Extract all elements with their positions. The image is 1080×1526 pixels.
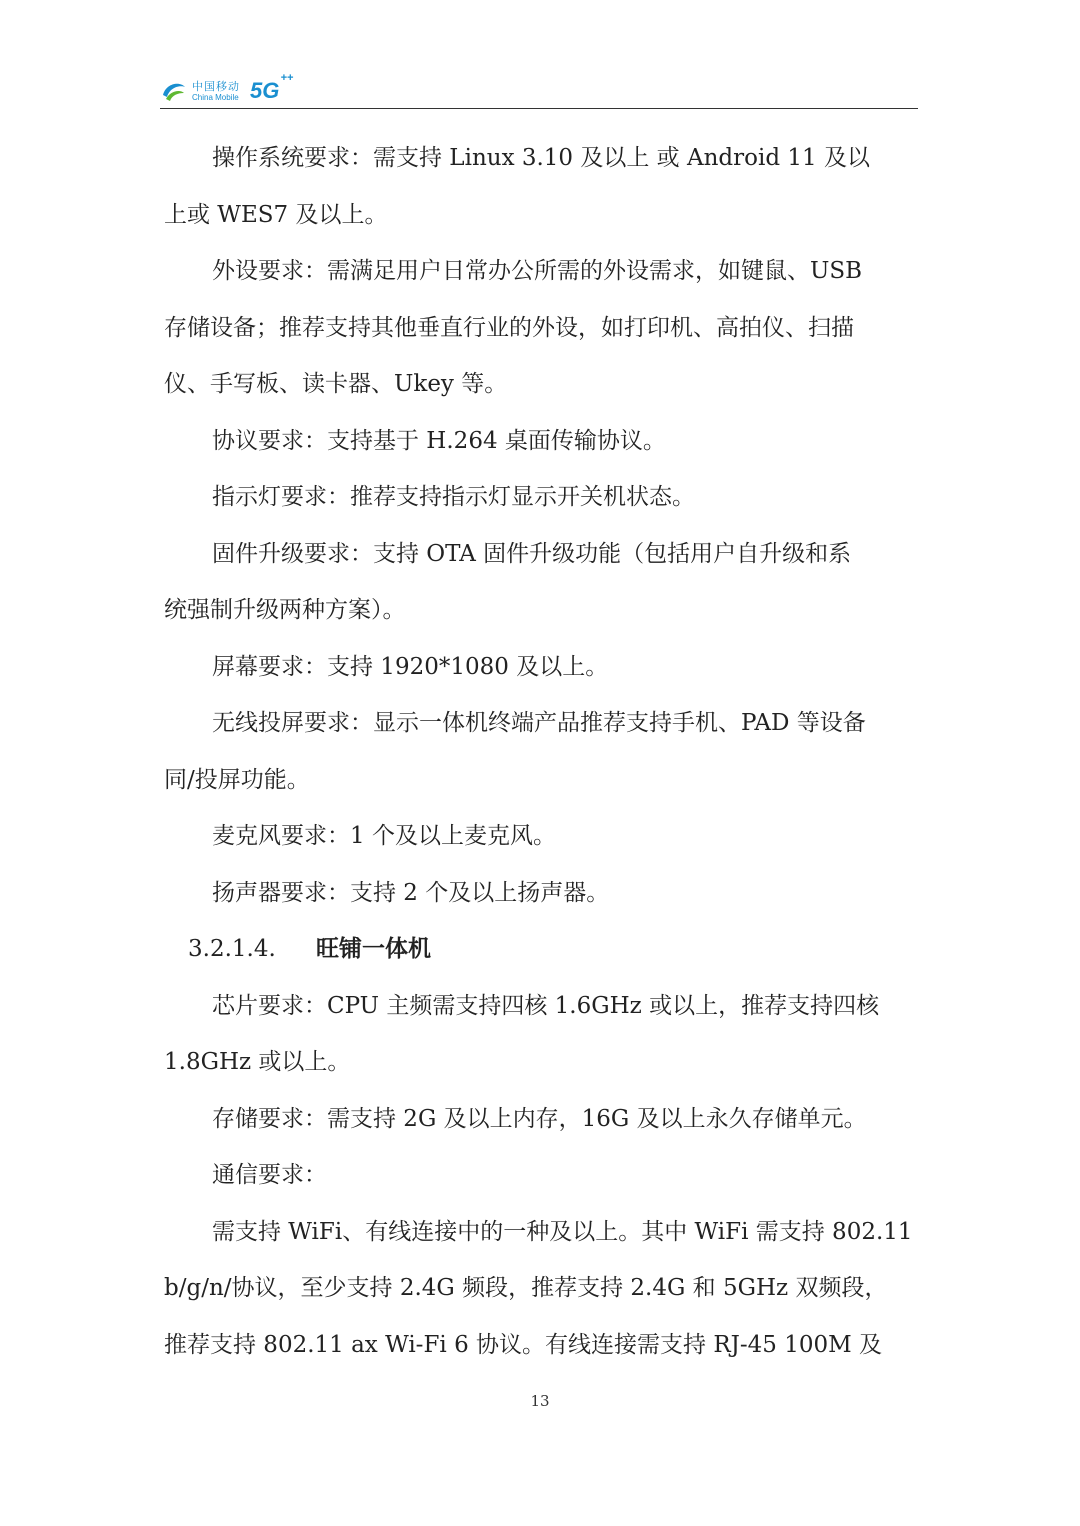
paragraph-line: 屏幕要求：支持 1920*1080 及以上。 — [212, 653, 609, 680]
paragraph-line: 同/投屏功能。 — [164, 766, 310, 793]
logo-chinese-text: 中国移动 — [192, 79, 240, 93]
paragraph-line: 外设要求：需满足用户日常办公所需的外设需求，如键鼠、USB — [212, 258, 863, 284]
paragraph-line: 需支持 WiFi、有线连接中的一种及以上。其中 WiFi 需支持 802.11 — [212, 1218, 913, 1245]
section-title: 旺铺一体机 — [316, 936, 431, 962]
paragraph-line: 上或 WES7 及以上。 — [164, 201, 388, 228]
paragraph-line: 仪、手写板、读卡器、Ukey 等。 — [164, 371, 508, 397]
logo-5g-text: 5G — [250, 78, 280, 103]
document-body — [164, 130, 916, 1373]
paragraph-line: 存储要求：需支持 2G 及以上内存，16G 及以上永久存储单元。 — [212, 1105, 867, 1132]
page-header — [160, 70, 918, 109]
paragraph-line: 协议要求：支持基于 H.264 桌面传输协议。 — [212, 427, 666, 454]
paragraph-line: 1.8GHz 或以上。 — [164, 1049, 351, 1075]
section-heading — [164, 921, 916, 978]
paragraph-line: 芯片要求：CPU 主频需支持四核 1.6GHz 或以上，推荐支持四核 — [212, 992, 880, 1019]
china-mobile-logo — [160, 72, 294, 108]
paragraph-line: 存储设备；推荐支持其他垂直行业的外设，如打印机、高拍仪、扫描 — [164, 314, 854, 341]
logo-5g-plus: ++ — [280, 72, 294, 84]
paragraph-line: 固件升级要求：支持 OTA 固件升级功能（包括用户自升级和系 — [212, 540, 852, 567]
paragraph-line: 通信要求： — [212, 1162, 327, 1188]
paragraph-line: 无线投屏要求：显示一体机终端产品推荐支持手机、PAD 等设备 — [212, 710, 866, 736]
paragraph-line: 操作系统要求：需支持 Linux 3.10 及以上 或 Android 11 及以 — [212, 145, 870, 171]
paragraph-line: 扬声器要求：支持 2 个及以上扬声器。 — [212, 879, 610, 906]
paragraph-line: 推荐支持 802.11 ax Wi-Fi 6 协议。有线连接需支持 RJ-45 100M 及 — [164, 1331, 882, 1358]
page-number: 13 — [530, 1392, 550, 1410]
logo-english-text: China Mobile — [192, 92, 239, 102]
paragraph-line: 指示灯要求：推荐支持指示灯显示开关机状态。 — [212, 484, 695, 510]
paragraph-line: 麦克风要求：1 个及以上麦克风。 — [212, 823, 556, 849]
paragraph-line: b/g/n/协议，至少支持 2.4G 频段，推荐支持 2.4G 和 5GHz 双频段， — [164, 1275, 888, 1301]
china-mobile-logo-icon — [160, 77, 188, 105]
section-number: 3.2.1.4. — [188, 936, 276, 962]
logo-5g — [250, 72, 294, 104]
paragraph-line: 统强制升级两种方案）。 — [164, 597, 406, 623]
